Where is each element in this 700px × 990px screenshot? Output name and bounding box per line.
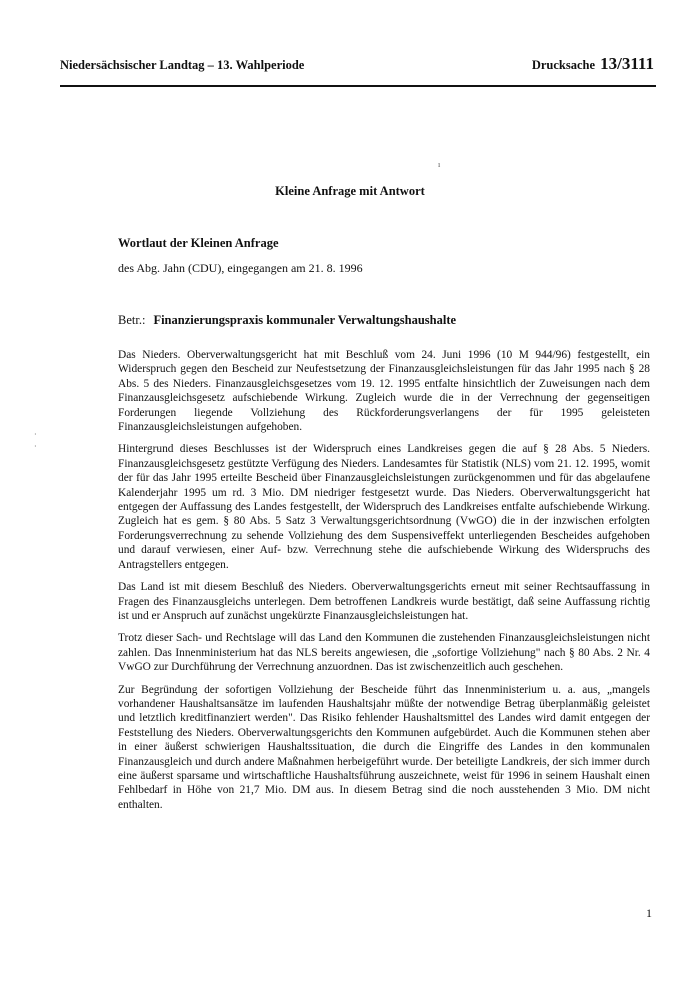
body-paragraph: Zur Begründung der sofortigen Vollziehung der Bescheide führt das Innenministerium u. a. aus, „mangels vorhandener Haushaltsansätze im laufenden Haushaltsjahr müßte der notwendige Betrag überplanmäßig geleistet und letztlich kreditfinanziert werden". Das Risiko fehlender Haushaltsmittel des Landes wird damit entgegen der Feststellung des Nieders. Oberverwaltungsgerichts den Kommunen aufgebürdet. Auch die Kommunen stehen aber in einer äußerst schwierigen Haushaltssituation, die durch die Eingriffe des Landes in den kommunalen Finanzausgleich und durch andere Maßnahmen herbeigeführt wurde. Der beteiligte Landkreis, der sich immer durch eine äußerst sparsame und wirtschaftliche Haushaltsführung auszeichnete, weist für 1996 in seinem Haushalt einen Fehlbedarf in Höhe von 21,7 Mio. DM aus. In diesem Betrag sind die noch ausstehenden 3 Mio. DM nicht enthalten. <box>118 683 650 811</box>
body-paragraph: Hintergrund dieses Beschlusses ist der Widerspruch eines Landkreises gegen die auf § 28 Abs. 5 Nieders. Finanzausgleichsgesetz gestützte Verfügung des Nieders. Landesamtes für Statistik (NLS) vom 21. 12. 1995, womit der für das Jahr 1995 erteilte Bescheid über Finanzausgleichsleistungen zurückgenommen und für das abgelaufene Kalenderjahr 1995 um rd. 3 Mio. DM niedriger festgesetzt wurde. Das Nieders. Oberverwaltungsgericht hat entgegen der Auffassung des Landes festgestellt, der Widerspruch des Landkreises entfalte aufschiebende Wirkung. Zugleich hat es gem. § 80 Abs. 5 Satz 3 Verwaltungsgerichtsordnung (VwGO) die in der inzwischen erfolgten Forderungsverrechnung zu sehende Vollziehung des dem Suspensiveffekt unterliegenden Bescheides aufgehoben und darauf verwiesen, einer Auf- bzw. Verrechnung stehe die aufschiebende Wirkung des Widerspruchs des Antragstellers entgegen. <box>118 443 650 571</box>
subject-text: Finanzierungspraxis kommunaler Verwaltungshaushalte <box>153 313 457 327</box>
scan-mark: ı <box>438 160 441 169</box>
drucksache-number: 13/3111 <box>600 54 654 73</box>
subject-line <box>118 313 456 328</box>
body-paragraph: Trotz dieser Sach- und Rechtslage will das Land den Kommunen die zustehenden Finanzausgleichsleistungen nicht zahlen. Das Innenministerium hat das NLS bereits angewiesen, die „sofortige Vollziehung" nach § 80 Abs. 2 Nr. 4 VwGO zur Durchführung der Verrechnung anzuordnen. Das ist zwischenzeitlich auch geschehen. <box>118 632 650 674</box>
drucksache-label: Drucksache <box>531 58 596 72</box>
document-title: Kleine Anfrage mit Antwort <box>275 184 425 198</box>
inquiry-meta: des Abg. Jahn (CDU), eingegangen am 21. 8. 1996 <box>118 261 363 275</box>
document-body <box>118 348 650 820</box>
body-paragraph: Das Land ist mit diesem Beschluß des Nieders. Oberverwaltungsgerichts erneut mit seiner Rechtsauffassung in Fragen des Finanzausgleichs unterlegen. Dem betroffenen Landkreis wurde bestätigt, daß seine Auffassung richtig ist und er Anspruch auf zunächst ungekürzte Finanzausgleichsleistungen hat. <box>118 581 650 622</box>
section-heading: Wortlaut der Kleinen Anfrage <box>118 236 279 250</box>
page-header <box>60 54 656 76</box>
header-drucksache <box>532 54 654 74</box>
page-number: 1 <box>646 906 652 920</box>
scan-mark: · <box>34 430 37 439</box>
scan-mark: · <box>34 442 37 451</box>
header-parliament: Niedersächsischer Landtag – 13. Wahlperiode <box>60 58 305 72</box>
subject-label: Betr.: <box>118 313 146 327</box>
body-paragraph: Das Nieders. Oberverwaltungsgericht hat mit Beschluß vom 24. Juni 1996 (10 M 944/96) festgestellt, ein Widerspruch gegen den Bescheid zur Neufestsetzung der Finanzausgleichsleistungen für das Jahr 1995 nach § 28 Abs. 5 des Nieders. Finanzausgleichsgesetzes vom 19. 12. 1995 entfalte hinsichtlich der Zuweisungen nach dem Finanzausgleichsgesetz aufschiebende Wirkung. Zugleich wurde die in der Verrechnung der gegenseitigen Forderungen liegende Vollziehung des Rückforderungsverlangens der für 1995 geleisteten Finanzausgleichsleistungen aufgehoben. <box>118 349 650 434</box>
header-rule <box>60 85 656 87</box>
